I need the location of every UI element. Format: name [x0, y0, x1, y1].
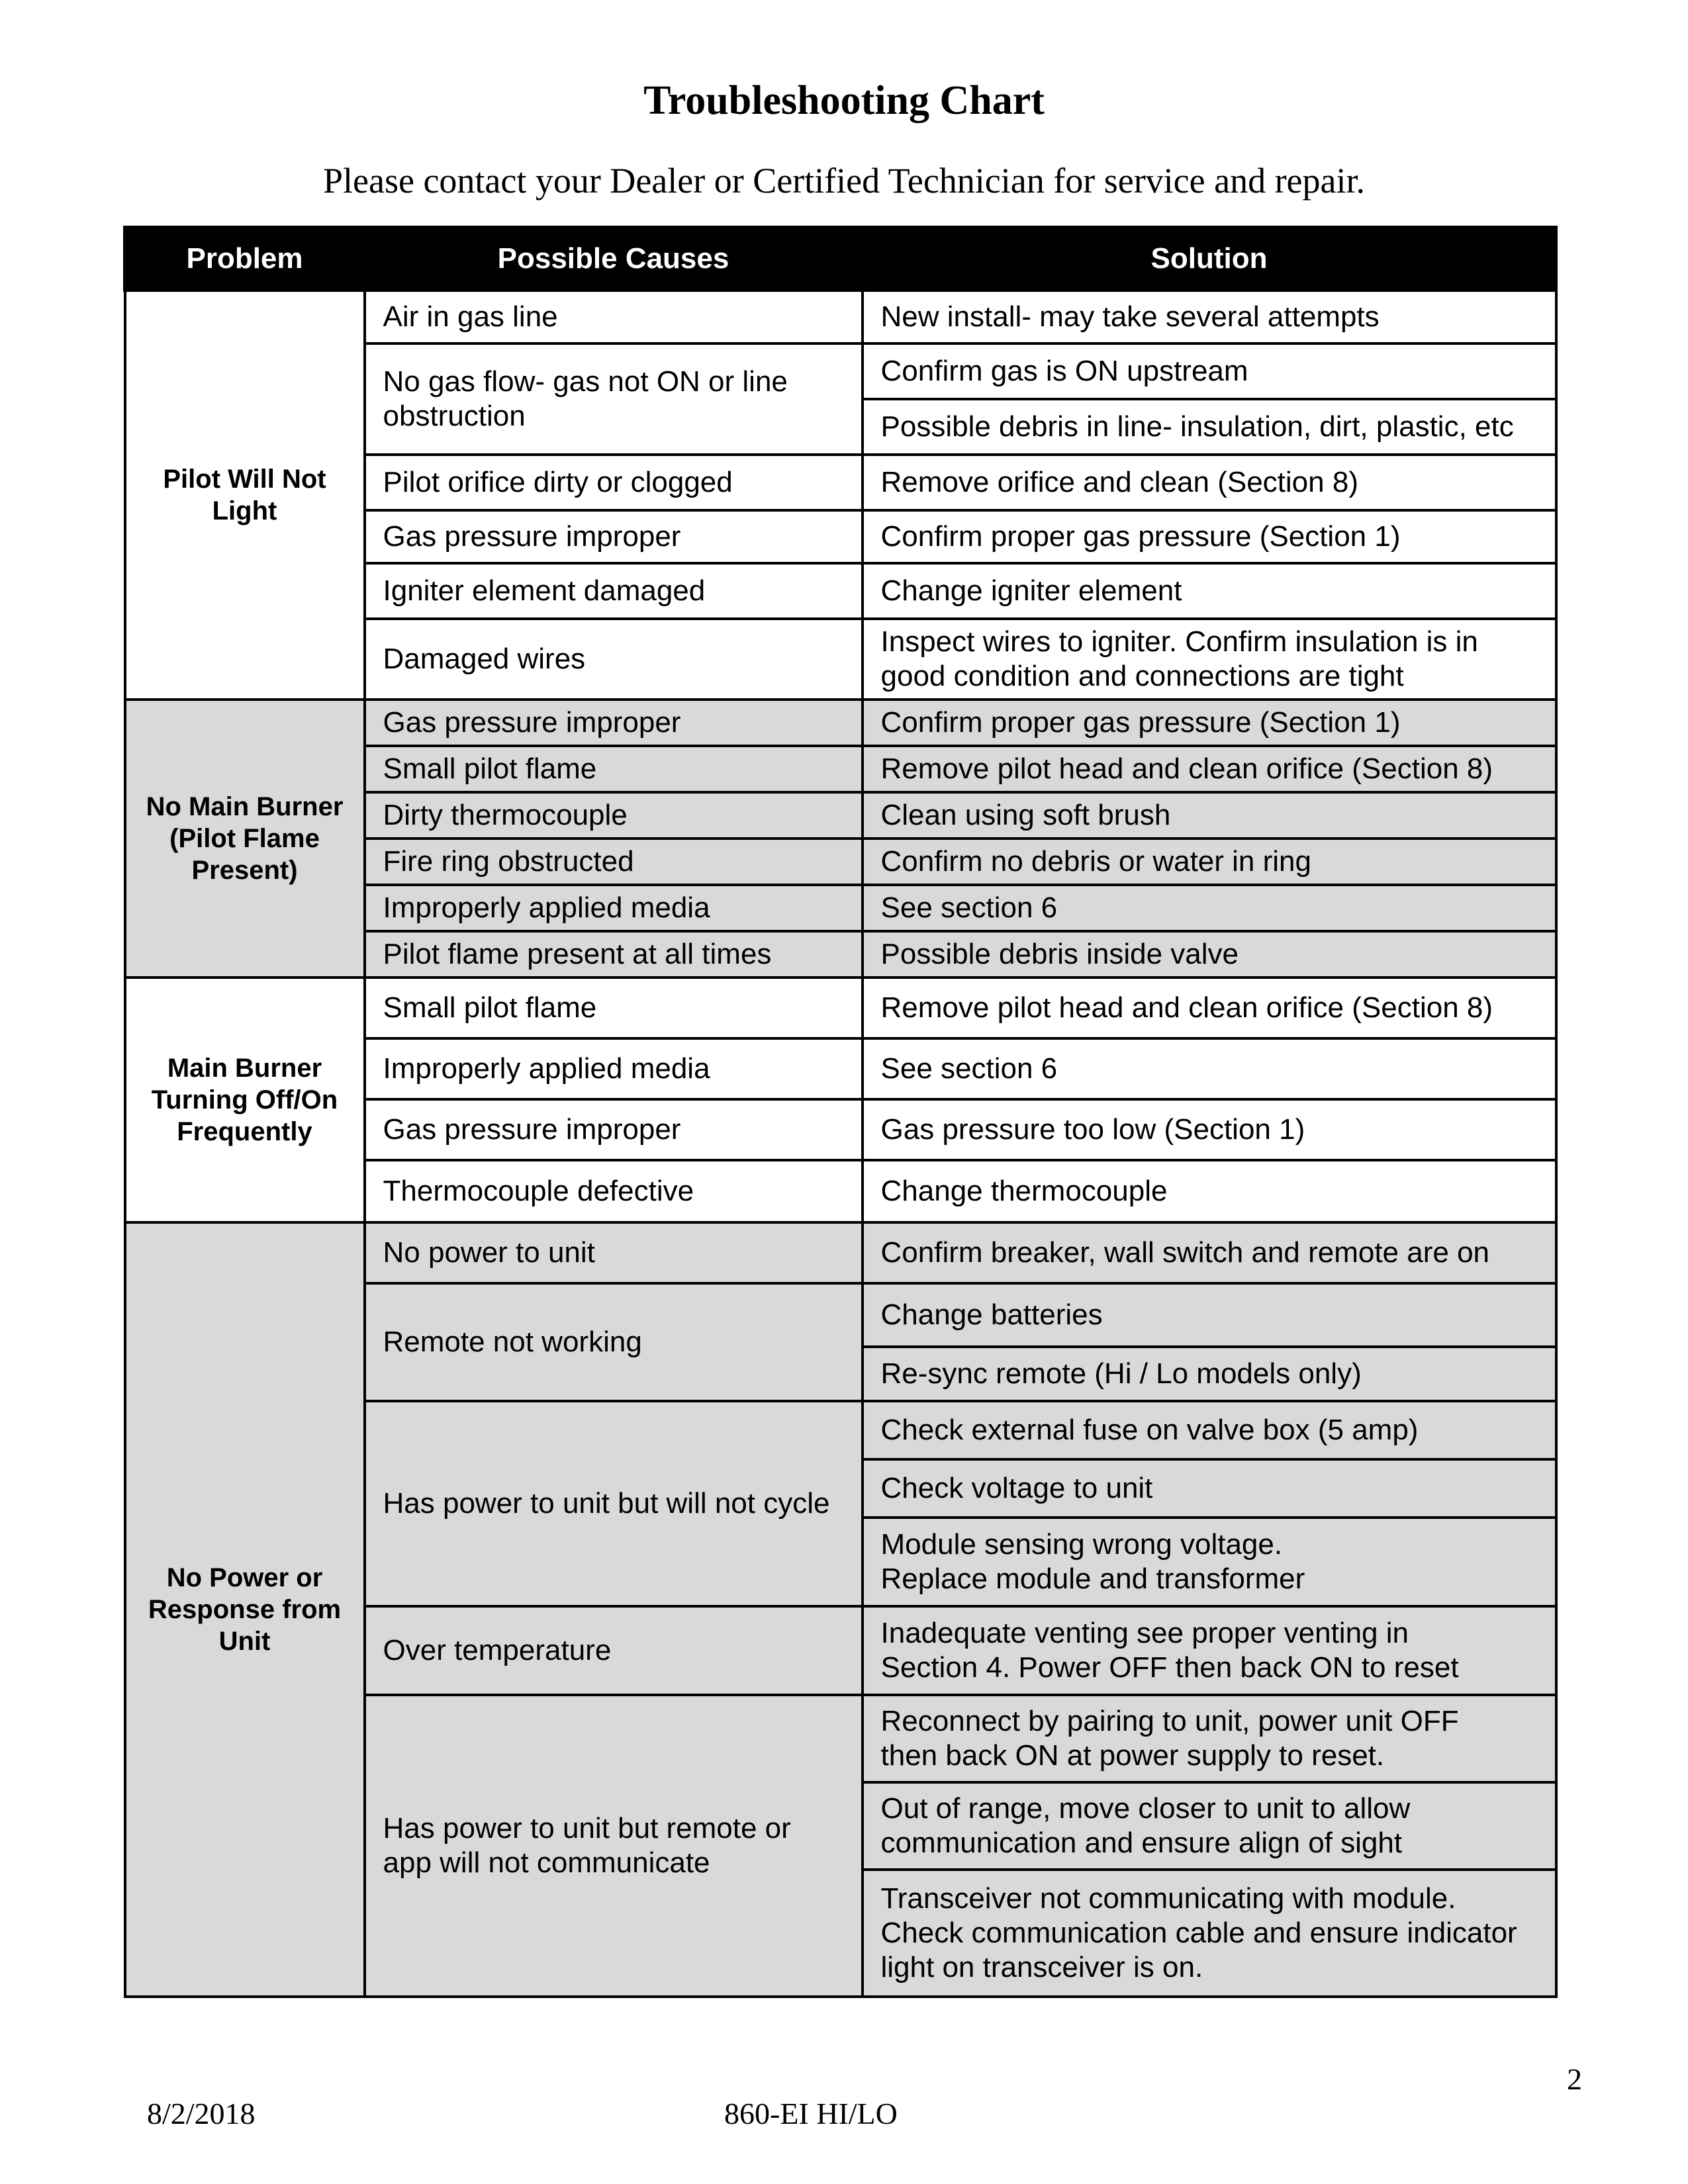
solution-cell: Confirm proper gas pressure (Section 1) [863, 700, 1556, 746]
footer-model: 860-EI HI/LO [724, 2097, 898, 2130]
cause-cell: Pilot flame present at all times [365, 931, 863, 978]
header-solution: Solution [863, 228, 1556, 291]
cause-cell: Fire ring obstructed [365, 839, 863, 885]
header-possible-causes: Possible Causes [365, 228, 863, 291]
cause-cell: Small pilot flame [365, 978, 863, 1038]
solution-cell: Remove pilot head and clean orifice (Section 8) [863, 746, 1556, 792]
solution-cell: Confirm proper gas pressure (Section 1) [863, 510, 1556, 563]
solution-cell: Possible debris inside valve [863, 931, 1556, 978]
solution-cell: Inadequate venting see proper venting in Section 4. Power OFF then back ON to reset [863, 1606, 1556, 1695]
page-title: Troubleshooting Chart [643, 78, 1045, 123]
page-number: 2 [1567, 2062, 1582, 2096]
cause-cell: Damaged wires [365, 619, 863, 700]
solution-cell: Clean using soft brush [863, 792, 1556, 839]
solution-cell: Gas pressure too low (Section 1) [863, 1099, 1556, 1160]
cause-cell: Remote not working [365, 1283, 863, 1401]
table-row [125, 978, 1556, 1038]
problem-cell: No Main Burner (Pilot Flame Present) [125, 700, 365, 978]
cause-cell: Has power to unit but remote or app will not communicate [365, 1695, 863, 1997]
solution-cell: Check voltage to unit [863, 1459, 1556, 1518]
solution-cell: Change igniter element [863, 563, 1556, 619]
solution-cell: Confirm gas is ON upstream [863, 343, 1556, 399]
solution-cell: Remove orifice and clean (Section 8) [863, 455, 1556, 510]
solution-cell: Change batteries [863, 1283, 1556, 1347]
header-problem: Problem [125, 228, 365, 291]
solution-cell: See section 6 [863, 885, 1556, 931]
cause-cell: Small pilot flame [365, 746, 863, 792]
solution-cell: Check external fuse on valve box (5 amp) [863, 1401, 1556, 1459]
cause-cell: Improperly applied media [365, 885, 863, 931]
cause-cell: Pilot orifice dirty or clogged [365, 455, 863, 510]
table-header-row [125, 228, 1556, 291]
solution-cell: New install- may take several attempts [863, 291, 1556, 343]
solution-cell: Module sensing wrong voltage. Replace module and transformer [863, 1518, 1556, 1606]
cause-cell: Improperly applied media [365, 1038, 863, 1099]
solution-cell: Confirm no debris or water in ring [863, 839, 1556, 885]
cause-cell: Gas pressure improper [365, 510, 863, 563]
solution-cell: Remove pilot head and clean orifice (Section 8) [863, 978, 1556, 1038]
cause-cell: No gas flow- gas not ON or line obstruction [365, 343, 863, 455]
solution-cell: Change thermocouple [863, 1160, 1556, 1222]
solution-cell: Transceiver not communicating with module. Check communication cable and ensure indicator light on transceiver is on. [863, 1870, 1556, 1997]
solution-cell: Inspect wires to igniter. Confirm insulation is in good condition and connections are tight [863, 619, 1556, 700]
page-subtitle: Please contact your Dealer or Certified Technician for service and repair. [322, 161, 1365, 201]
table-row [125, 291, 1556, 343]
cause-cell: Gas pressure improper [365, 700, 863, 746]
problem-cell: Pilot Will Not Light [125, 291, 365, 700]
solution-cell: See section 6 [863, 1038, 1556, 1099]
table-row [125, 700, 1556, 746]
cause-cell: Dirty thermocouple [365, 792, 863, 839]
cause-cell: Air in gas line [365, 291, 863, 343]
cause-cell: Igniter element damaged [365, 563, 863, 619]
cause-cell: Gas pressure improper [365, 1099, 863, 1160]
cause-cell: Thermocouple defective [365, 1160, 863, 1222]
cause-cell: Over temperature [365, 1606, 863, 1695]
cause-cell: No power to unit [365, 1222, 863, 1283]
footer-date: 8/2/2018 [147, 2097, 256, 2130]
solution-cell: Out of range, move closer to unit to allow communication and ensure align of sight [863, 1782, 1556, 1870]
solution-cell: Possible debris in line- insulation, dirt, plastic, etc [863, 399, 1556, 455]
problem-cell: No Power or Response from Unit [125, 1222, 365, 1997]
solution-cell: Re-sync remote (Hi / Lo models only) [863, 1347, 1556, 1401]
solution-cell: Reconnect by pairing to unit, power unit OFF then back ON at power supply to reset. [863, 1695, 1556, 1782]
cause-cell: Has power to unit but will not cycle [365, 1401, 863, 1606]
table-row [125, 1222, 1556, 1283]
solution-cell: Confirm breaker, wall switch and remote are on [863, 1222, 1556, 1283]
problem-cell: Main Burner Turning Off/On Frequently [125, 978, 365, 1222]
troubleshooting-table [123, 226, 1558, 1998]
